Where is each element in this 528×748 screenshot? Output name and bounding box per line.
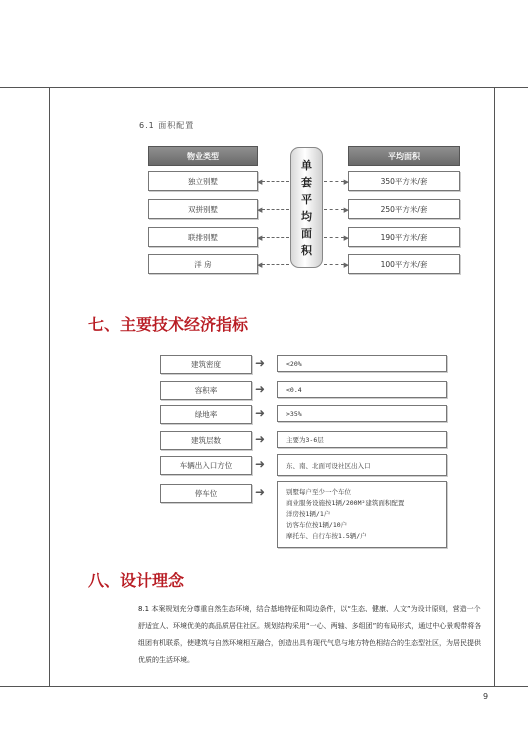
right-margin-line [494, 87, 495, 686]
left-margin-line [49, 87, 50, 686]
type-cell: 洋 房 [148, 254, 258, 274]
area-cell: 100平方米/套 [348, 254, 460, 274]
center-char: 均 [301, 210, 312, 224]
bottom-rule [0, 686, 528, 687]
type-cell: 独立别墅 [148, 171, 258, 191]
top-rule [0, 87, 528, 88]
type-cell: 联排别墅 [148, 227, 258, 247]
area-cell: 250平方米/套 [348, 199, 460, 219]
indicator-label: 绿地率 [160, 405, 252, 424]
indicator-label: 车辆出入口方位 [160, 456, 252, 475]
right-header: 平均面积 [348, 146, 460, 166]
indicator-value: <20% [277, 355, 447, 372]
area-caption: 6.1 面积配置 [139, 121, 195, 130]
indicator-label: 建筑层数 [160, 431, 252, 450]
design-paragraph: 8.1 本案规划充分尊重自然生态环境，结合基地特征和周边条件，以“生态、健康、人文”为设计原则，营造一个舒适宜人、环境优美的高品质居住社区。规划结构采用“一心、两轴、多组团”的布局形式，通过中心景观带将各组团有机联系，使建筑与自然环境相互融合，创造出具有现代气息与地方特色相结合的生态型社区，为居民提供优质的生活环境。 [138, 605, 482, 664]
section8-title: 八、设计理念 [88, 571, 185, 590]
indicator-label: 停车位 [160, 484, 252, 503]
type-cell: 双拼别墅 [148, 199, 258, 219]
area-cell: 350平方米/套 [348, 171, 460, 191]
center-char: 单 [301, 158, 312, 172]
arrow-icon: ➜ [255, 356, 266, 370]
section7-title: 七、主要技术经济指标 [88, 315, 249, 334]
center-char: 套 [301, 175, 312, 189]
parking-line: 洋房按1辆/1户 [286, 510, 331, 518]
indicator-label: 容积率 [160, 381, 252, 400]
parking-line: 商业服务设施按1辆/200M²建筑面积配置 [286, 499, 405, 507]
indicator-value: 主要为3-6层 [277, 431, 447, 448]
center-char: 面 [301, 227, 312, 241]
page-number: 9 [483, 692, 489, 701]
arrow-icon: ➜ [255, 382, 266, 396]
right-connector: ▶ [324, 209, 344, 210]
indicator-value: >35% [277, 405, 447, 422]
arrow-icon: ➜ [255, 457, 266, 471]
indicator-label: 建筑密度 [160, 355, 252, 374]
right-connector: ▶ [324, 181, 344, 182]
area-cell: 190平方米/套 [348, 227, 460, 247]
center-char: 平 [301, 192, 312, 206]
arrow-icon: ➜ [255, 432, 266, 446]
parking-value-block [277, 481, 447, 548]
indicator-value: <0.4 [277, 381, 447, 398]
arrow-icon: ➜ [255, 485, 266, 499]
left-header: 物业类型 [148, 146, 258, 166]
center-char: 积 [301, 244, 312, 258]
left-connector: ◀ [262, 209, 289, 210]
arrow-icon: ➜ [255, 406, 266, 420]
left-connector: ◀ [262, 181, 289, 182]
left-connector: ◀ [262, 237, 289, 238]
right-connector: ▶ [324, 264, 344, 265]
indicator-value: 东、南、北面可设社区出入口 [277, 454, 447, 476]
right-connector: ▶ [324, 237, 344, 238]
center-pill [290, 147, 323, 268]
parking-line: 访客车位按1辆/10户 [286, 521, 348, 529]
parking-line: 别墅每户至少一个车位 [286, 488, 351, 496]
parking-line: 摩托车、自行车按1.5辆/户 [286, 532, 367, 540]
left-connector: ◀ [262, 264, 289, 265]
